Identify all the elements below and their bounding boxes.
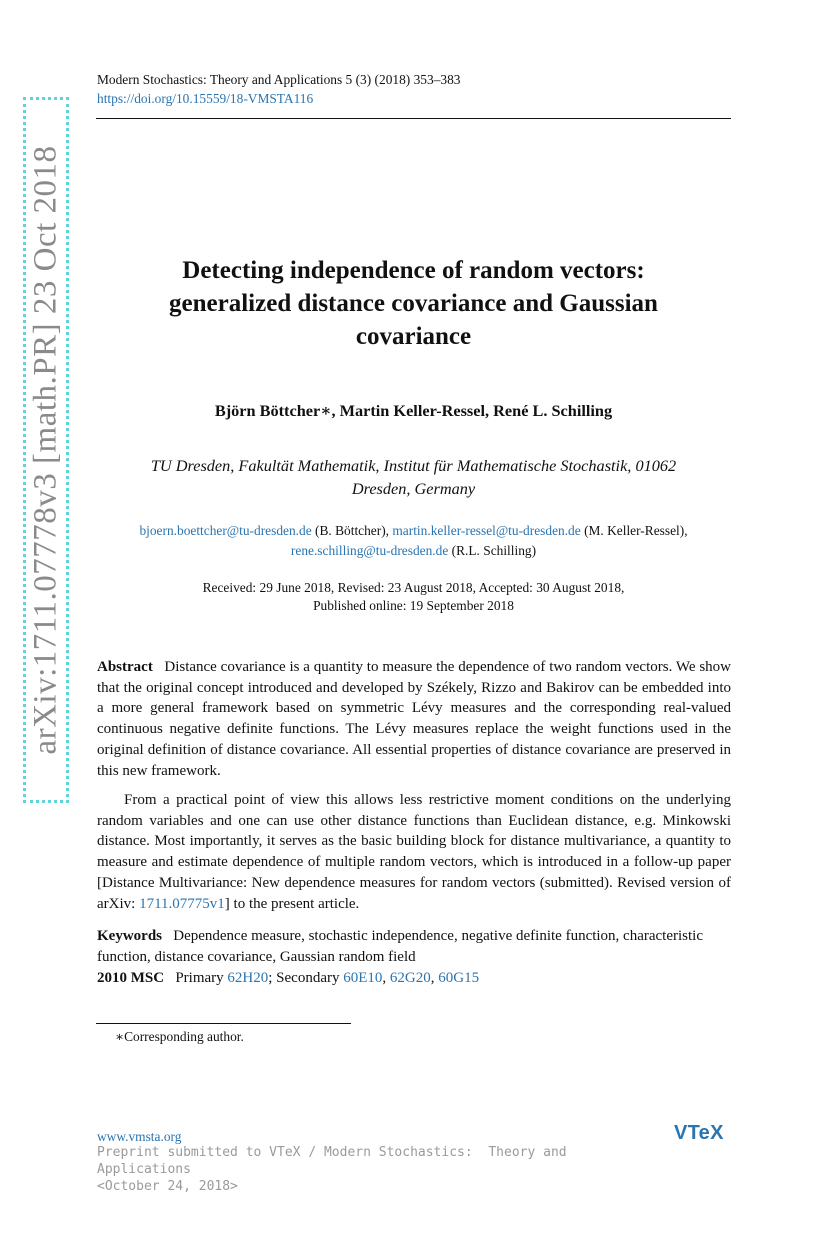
arxiv-stamp-text: arXiv:1711.07778v3 [math.PR] 23 Oct 2018: [27, 145, 64, 755]
abstract-heading: Abstract: [97, 659, 153, 675]
msc-sep-1: ,: [382, 970, 387, 986]
keywords-text: Dependence measure, stochastic independence, negative definite function, characteristic function, distance covariance, Gaussian random field: [97, 928, 704, 965]
email-link-keller-ressel[interactable]: martin.keller-ressel@tu-dresden.de: [392, 523, 581, 538]
keywords-heading: Keywords: [97, 928, 162, 944]
affiliation-line-1: TU Dresden, Fakultät Mathematik, Institut für Mathematische Stochastik, 01062: [150, 456, 677, 475]
msc-classification: [97, 970, 731, 987]
preprint-date: <October 24, 2018>: [97, 1179, 238, 1194]
doi-link[interactable]: https://doi.org/10.15559/18-VMSTA116: [97, 91, 314, 106]
header-rule: [96, 118, 731, 119]
abstract-text-2: From a practical point of view this allows less restrictive moment conditions on the underlying random variables and one can use other distance functions than Euclidean distance, e.g. Minkowski distance. Most importantly, it serves as the basic building block for distance multivariance, a quantity to measure and estimate dependence of multiple random vectors, which is introduced in a follow-up paper [Distance Multivariance: New dependence measures for random vectors (submitted). Revised version of arXiv:: [97, 792, 731, 912]
dates-line-2: Published online: 19 September 2018: [313, 598, 514, 613]
msc-primary-label: Primary: [175, 970, 224, 986]
msc-primary-code[interactable]: 62H20: [227, 970, 269, 986]
affiliation-line-2: Dresden, Germany: [351, 479, 476, 498]
abstract-paragraph-1: [97, 657, 731, 781]
msc-code-1[interactable]: 60E10: [343, 970, 383, 986]
email-link-schilling[interactable]: rene.schilling@tu-dresden.de: [290, 543, 449, 558]
abstract-paragraph-2: [97, 790, 731, 914]
footnote: ∗Corresponding author.: [115, 1029, 244, 1044]
msc-sep-2: ,: [430, 970, 435, 986]
preprint-note: [97, 1144, 657, 1195]
journal-citation: Modern Stochastics: Theory and Applications 5 (3) (2018) 353–383: [97, 72, 461, 87]
title-line-3: covariance: [355, 323, 472, 350]
affiliation: [106, 454, 721, 500]
keywords: [97, 926, 731, 967]
publication-dates: [96, 579, 731, 615]
author-emails: [96, 521, 731, 561]
journal-site-link[interactable]: www.vmsta.org: [97, 1129, 182, 1144]
msc-code-2[interactable]: 62G20: [389, 970, 431, 986]
abstract-text-2-end: ] to the present article.: [224, 895, 360, 912]
author-list: Björn Böttcher∗, Martin Keller-Ressel, René L. Schilling: [214, 401, 613, 420]
vtex-logo: VTeX: [674, 1122, 724, 1144]
abstract-text-1: Distance covariance is a quantity to measure the dependence of two random vectors. We show that the original concept introduced and developed by Székely, Rizzo and Bakirov can be embedded into a more general framework based on symmetric Lévy measures and the corresponding real-valued continuous negative definite functions. The Lévy measures replace the weight functions used in the original definition of distance covariance. All essential properties of distance covariance are preserved in this new framework.: [97, 659, 732, 779]
arxiv-reference-link[interactable]: 1711.07775v1: [139, 895, 225, 912]
email-name-keller-ressel: (M. Keller-Ressel),: [584, 523, 688, 538]
title-line-2: generalized distance covariance and Gaussian: [169, 290, 658, 317]
title-line-1: Detecting independence of random vectors:: [182, 257, 645, 284]
msc-heading: 2010 MSC: [97, 970, 165, 986]
preprint-text: Preprint submitted to VTeX / Modern Stochastics: Theory and Applications: [97, 1145, 575, 1177]
dates-line-1: Received: 29 June 2018, Revised: 23 August 2018, Accepted: 30 August 2018,: [202, 580, 625, 595]
arxiv-stamp: [23, 97, 69, 803]
email-link-boettcher[interactable]: bjoern.boettcher@tu-dresden.de: [139, 523, 312, 538]
msc-secondary-label: ; Secondary: [268, 970, 340, 986]
footnote-rule: [96, 1023, 351, 1024]
paper-title: [96, 254, 731, 353]
email-name-boettcher: (B. Böttcher),: [315, 523, 390, 538]
msc-code-3[interactable]: 60G15: [438, 970, 480, 986]
email-name-schilling: (R.L. Schilling): [451, 543, 537, 558]
